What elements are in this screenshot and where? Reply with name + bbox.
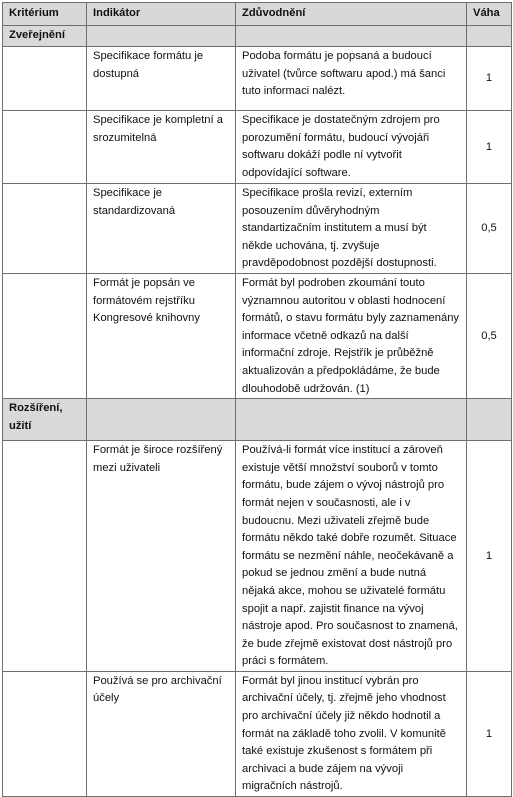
indicator-cell: Specifikace je standardizovaná: [87, 184, 236, 274]
reason-cell: Specifikace prošla revizí, externím posouzením důvěryhodným standartizačním institutem a musí být někde uchována, tj. zvyšuje pravděpodobnost pozdější dostupnosti.: [236, 184, 467, 274]
table-row: [3, 47, 512, 111]
criterion-cell: [3, 184, 87, 274]
reason-cell: Specifikace je dostatečným zdrojem pro porozumění formátu, budoucí vývojáři softwaru dokáží podle ní vytvořit odpovídající software.: [236, 111, 467, 184]
section-cell-empty: [467, 399, 512, 441]
weight-cell: 1: [467, 111, 512, 184]
criterion-cell: [3, 47, 87, 111]
reason-cell: Formát byl podroben zkoumání touto významnou autoritou v oblasti hodnocení formátů, o stavu formátu byly zaznamenány informace včetně odkazů na další informační zdroje. Rejstřík je průběžně aktualizován a předpokládáme, že bude dlouhodobě udržován. (1): [236, 274, 467, 399]
criterion-cell: [3, 274, 87, 399]
header-criterion: Kritérium: [3, 3, 87, 26]
table-row: [3, 184, 512, 274]
reason-cell: Podoba formátu je popsaná a budoucí uživatel (tvůrce softwaru apod.) má šanci tuto informaci nalézt.: [236, 47, 467, 111]
header-row: [3, 3, 512, 26]
indicator-cell: Specifikace je kompletní a srozumitelná: [87, 111, 236, 184]
section-cell-empty: [87, 399, 236, 441]
table-row: [3, 671, 512, 796]
criteria-table: [2, 2, 512, 797]
header-reason: Zdůvodnění: [236, 3, 467, 26]
section-title: Zveřejnění: [3, 26, 87, 47]
criterion-cell: [3, 111, 87, 184]
weight-cell: 1: [467, 671, 512, 796]
header-weight: Váha: [467, 3, 512, 26]
weight-cell: 1: [467, 47, 512, 111]
section-row: [3, 26, 512, 47]
indicator-cell: Používá se pro archivační účely: [87, 671, 236, 796]
indicator-cell: Specifikace formátu je dostupná: [87, 47, 236, 111]
criterion-cell: [3, 671, 87, 796]
reason-cell: Používá-li formát více institucí a zároveň existuje větší množství souborů v tomto formátu, bude zájem o vývoj nástrojů pro formát nejen v současnosti, ale i v budoucnu. Mezi uživateli zřejmě bude formátu někdo také dobře rozumět. Situace formátu se nezmění náhle, neočekávaně a pokud se jednou změní a bude nutná nějaká akce, mohou se uživatelé formátu spojit a např. zajistit finance na vývoj nástroje apod. Pro současnost to znamená, že bude zřejmě existovat dost nástrojů pro práci s formátem.: [236, 441, 467, 672]
table-row: [3, 111, 512, 184]
section-title: Rozšíření, užití: [3, 399, 87, 441]
section-cell-empty: [467, 26, 512, 47]
section-cell-empty: [236, 26, 467, 47]
indicator-cell: Formát je popsán ve formátovém rejstříku Kongresové knihovny: [87, 274, 236, 399]
section-row: [3, 399, 512, 441]
criterion-cell: [3, 441, 87, 672]
table-row: [3, 274, 512, 399]
weight-cell: 1: [467, 441, 512, 672]
weight-cell: 0,5: [467, 184, 512, 274]
reason-cell: Formát byl jinou institucí vybrán pro archivační účely, tj. zřejmě jeho vhodnost pro archivační účely již někdo hodnotil a formát na základě toho zvolil. V komunitě také existuje zkušenost s formátem při archivaci a bude zájem na vývoji migračních nástrojů.: [236, 671, 467, 796]
header-indicator: Indikátor: [87, 3, 236, 26]
weight-cell: 0,5: [467, 274, 512, 399]
section-cell-empty: [87, 26, 236, 47]
indicator-cell: Formát je široce rozšířený mezi uživateli: [87, 441, 236, 672]
section-cell-empty: [236, 399, 467, 441]
table-row: [3, 441, 512, 672]
